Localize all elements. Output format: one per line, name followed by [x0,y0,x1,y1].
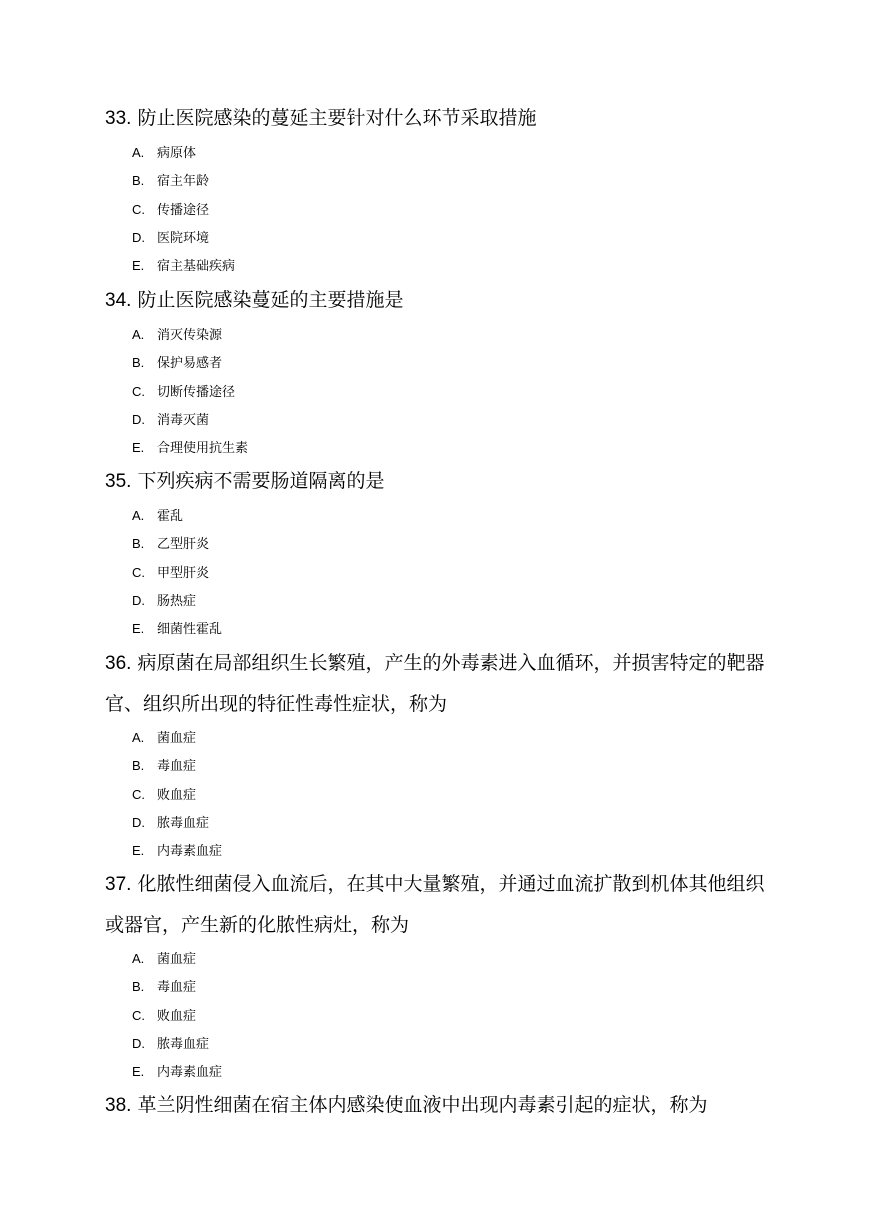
question-38 [105,1085,765,1126]
question-34 [105,280,765,462]
option-text: 霍乱 [157,509,184,524]
option-letter: C. [132,383,145,399]
option-c [105,781,765,809]
option-list [105,724,765,865]
option-a [105,321,765,349]
option-text: 保护易感者 [157,356,223,372]
option-d [105,406,765,434]
question-number: 33. [105,108,132,129]
option-letter: D. [132,411,145,427]
option-text: 乙型肝炎 [157,537,210,553]
option-e [105,252,765,280]
option-letter: E. [132,1064,145,1080]
question-number: 36. [105,653,132,674]
option-e [105,837,765,865]
option-text: 内毒素血症 [157,1065,223,1081]
option-letter: B. [132,355,145,371]
question-text [105,643,765,724]
question-text [105,461,765,502]
option-letter: B. [132,758,145,774]
question-text [105,280,765,321]
question-text [105,1085,765,1126]
option-letter: A. [132,951,145,966]
option-letter: E. [132,621,145,637]
option-text: 宿主年龄 [157,174,210,190]
question-33 [105,98,765,280]
option-e [105,1058,765,1086]
option-a [105,139,765,167]
option-text: 消毒灭菌 [157,412,210,428]
option-letter: D. [132,592,145,608]
question-37 [105,864,765,1086]
question-stem: 革兰阴性细菌在宿主体内感染使血液中出现内毒素引起的症状，称为 [137,1094,708,1116]
option-letter: B. [132,979,145,995]
option-letter: B. [132,536,145,552]
option-list [105,945,765,1086]
option-text: 内毒素血症 [157,844,223,860]
option-text: 脓毒血症 [157,815,210,831]
option-list [105,502,765,643]
question-number: 37. [105,874,132,895]
option-e [105,434,765,462]
option-text: 消灭传染源 [157,328,223,343]
option-b [105,973,765,1001]
option-letter: D. [132,229,145,245]
option-d [105,809,765,837]
option-text: 败血症 [157,1008,197,1024]
option-b [105,167,765,195]
option-c [105,196,765,224]
question-stem: 化脓性细菌侵入血流后，在其中大量繁殖，并通过血流扩散到机体其他组织或器官，产生新的化脓性病灶，称为 [105,873,765,936]
option-list [105,139,765,280]
option-letter: C. [132,786,145,802]
option-letter: D. [132,1035,145,1051]
option-text: 合理使用抗生素 [157,441,249,457]
option-letter: D. [132,814,145,830]
option-text: 败血症 [157,787,197,803]
question-stem: 病原菌在局部组织生长繁殖，产生的外毒素进入血循环，并损害特定的靶器官、组织所出现的特征性毒性症状，称为 [105,652,765,715]
option-text: 传播途径 [157,202,210,218]
question-stem: 下列疾病不需要肠道隔离的是 [137,470,385,492]
option-text: 脓毒血症 [157,1036,210,1052]
option-letter: C. [132,564,145,580]
option-b [105,530,765,558]
option-e [105,615,765,643]
option-c [105,378,765,406]
option-letter: B. [132,173,145,189]
option-text: 肠热症 [157,593,197,609]
question-stem: 防止医院感染的蔓延主要针对什么环节采取措施 [137,107,537,129]
option-text: 菌血症 [157,731,197,746]
option-text: 切断传播途径 [157,384,236,400]
option-text: 菌血症 [157,952,197,967]
option-text: 宿主基础疾病 [157,259,236,275]
option-text: 甲型肝炎 [157,565,210,581]
option-text: 医院环境 [157,230,210,246]
option-text: 毒血症 [157,980,197,996]
option-letter: E. [132,258,145,274]
option-letter: A. [132,327,145,342]
option-letter: E. [132,440,145,456]
option-letter: C. [132,1007,145,1023]
question-number: 35. [105,471,132,492]
option-b [105,349,765,377]
option-d [105,587,765,615]
option-c [105,1002,765,1030]
option-text: 毒血症 [157,759,197,775]
option-d [105,224,765,252]
option-a [105,502,765,530]
question-number: 38. [105,1095,132,1116]
option-d [105,1030,765,1058]
option-letter: A. [132,730,145,745]
question-36 [105,643,765,865]
option-a [105,945,765,973]
question-stem: 防止医院感染蔓延的主要措施是 [137,289,404,311]
option-text: 细菌性霍乱 [157,622,223,638]
option-b [105,752,765,780]
option-letter: C. [132,201,145,217]
question-text [105,98,765,139]
question-35 [105,461,765,643]
option-text: 病原体 [157,146,197,161]
option-a [105,724,765,752]
option-letter: A. [132,508,145,523]
option-letter: E. [132,843,145,859]
option-list [105,321,765,462]
option-c [105,559,765,587]
question-text [105,864,765,945]
question-number: 34. [105,290,132,311]
option-letter: A. [132,145,145,160]
